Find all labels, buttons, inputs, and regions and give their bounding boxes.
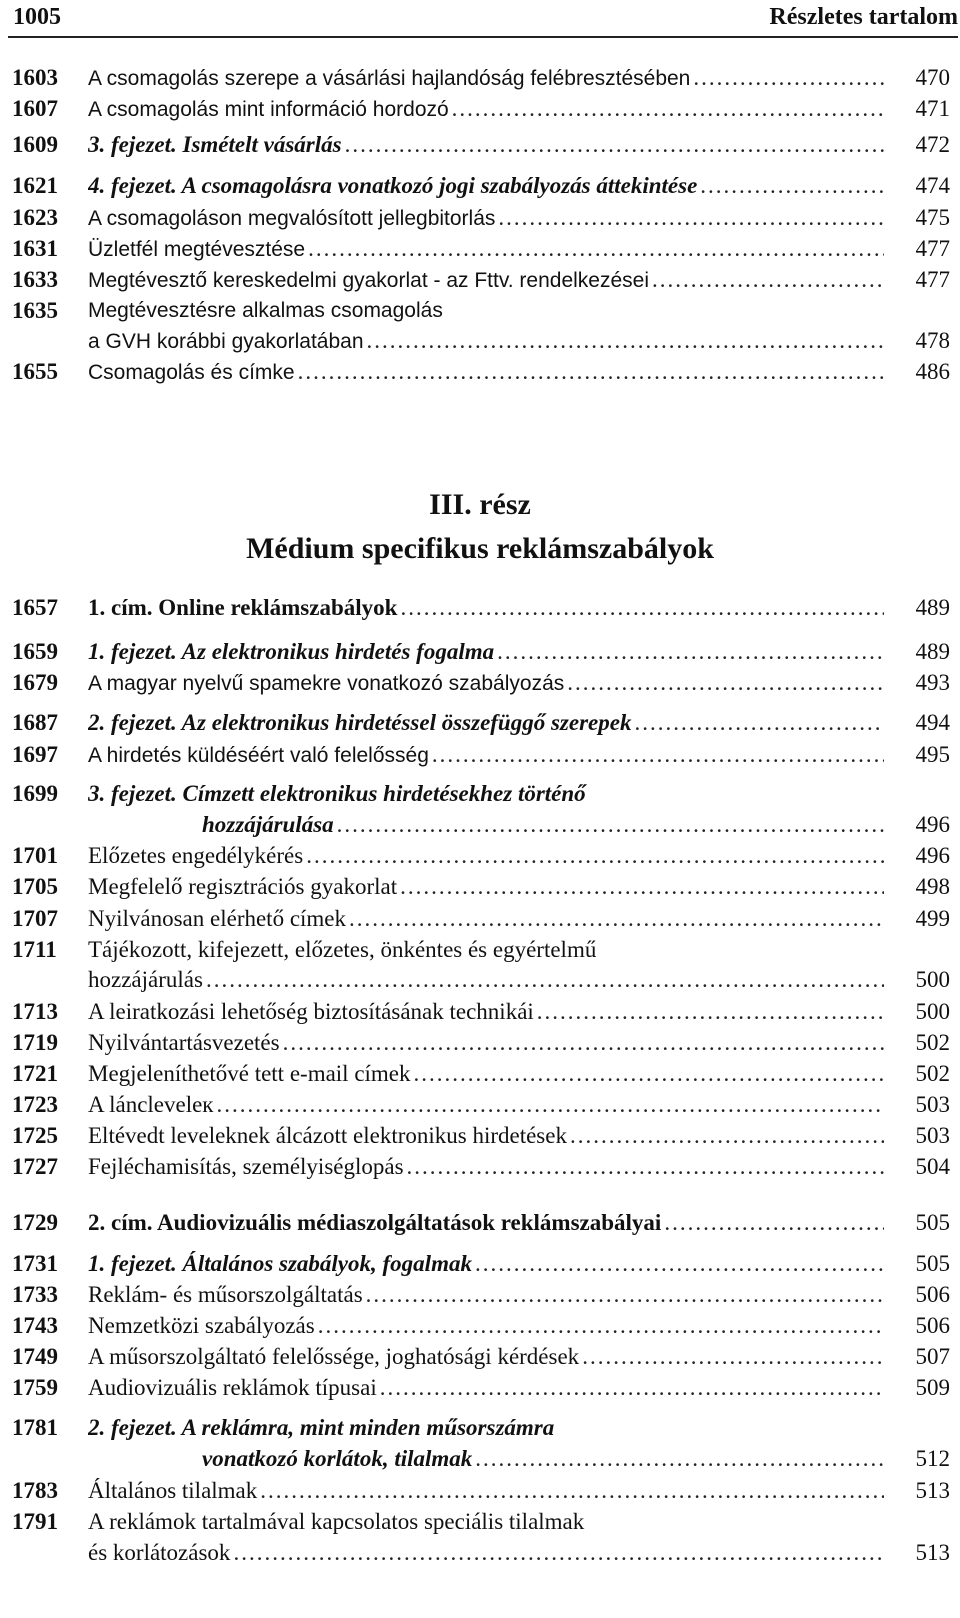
entry-title: A hirdetés küldéséért való felelősség — [88, 744, 429, 767]
page-reference: 503 — [915, 1092, 950, 1117]
entry-title-line — [88, 1208, 884, 1238]
dot-leader — [345, 130, 884, 160]
page-reference: 478 — [915, 328, 950, 353]
page-reference: 496 — [915, 812, 950, 837]
toc-entry — [0, 326, 960, 356]
margin-number: 1699 — [12, 781, 58, 806]
page-reference: 489 — [915, 639, 950, 664]
toc-entry — [0, 708, 960, 738]
page-reference: 493 — [915, 670, 950, 695]
dot-leader — [652, 265, 884, 295]
page-reference: 475 — [915, 205, 950, 230]
page-reference: 512 — [915, 1446, 950, 1471]
entry-title: Előzetes engedélykérés — [88, 843, 304, 868]
dot-leader — [497, 637, 884, 667]
entry-title: A csomagoláson megvalósított jellegbitorlás — [88, 207, 496, 230]
toc-entry — [0, 357, 960, 387]
entry-title-line — [88, 171, 884, 201]
entry-title: Megtévesztésre alkalmas csomagolás — [88, 299, 443, 322]
margin-number: 1791 — [12, 1509, 58, 1534]
dot-leader — [318, 1311, 884, 1341]
dot-leader — [582, 1342, 884, 1372]
page-reference: 471 — [915, 96, 950, 121]
entry-title: A csomagolás szerepe a vásárlási hajlandóság felébresztésében — [88, 67, 691, 90]
toc-entry — [0, 234, 960, 264]
dot-leader — [306, 841, 884, 871]
entry-title: 1. fejezet. Általános szabályok, fogalmak — [88, 1251, 472, 1276]
entry-title: A magyar nyelvű spamekre vonatkozó szabályozás — [88, 672, 565, 695]
entry-title-line — [88, 1090, 884, 1120]
page-reference: 504 — [915, 1154, 950, 1179]
entry-title-line — [88, 94, 884, 125]
dot-leader — [206, 965, 884, 995]
entry-title: A műsorszolgáltató felelőssége, joghatósági kérdések — [88, 1344, 580, 1369]
dot-leader — [233, 1538, 884, 1568]
entry-title: Megfelelő regisztrációs gyakorlat — [88, 874, 398, 899]
dot-leader — [570, 1121, 884, 1151]
section-title: Részletes tartalom — [769, 3, 958, 30]
entry-title-line — [88, 935, 884, 965]
entry-title-line — [88, 130, 884, 160]
margin-number: 1697 — [12, 742, 58, 767]
toc-entry — [0, 171, 960, 201]
toc-entry — [0, 1444, 960, 1474]
toc-entry — [0, 1121, 960, 1151]
toc-entry — [0, 1373, 960, 1403]
entry-title: Reklám- és műsorszolgáltatás — [88, 1282, 363, 1307]
dot-leader — [380, 1373, 884, 1403]
toc-entry — [0, 593, 960, 623]
margin-number: 1679 — [12, 670, 58, 695]
entry-title-line — [88, 1476, 884, 1506]
toc-entry — [0, 1059, 960, 1089]
margin-number: 1631 — [12, 236, 58, 261]
margin-number: 1749 — [12, 1344, 58, 1369]
toc-entry — [0, 1280, 960, 1310]
entry-title: 4. fejezet. A csomagolásra vonatkozó jogi szabályozás áttekintése — [88, 173, 698, 198]
entry-title-line — [88, 668, 884, 699]
dot-leader — [664, 1208, 884, 1238]
entry-title-line — [88, 1121, 884, 1151]
margin-number: 1733 — [12, 1282, 58, 1307]
dot-leader — [700, 171, 884, 201]
toc-entry — [0, 997, 960, 1027]
dot-leader — [308, 234, 884, 264]
margin-number: 1705 — [12, 874, 58, 899]
margin-number: 1711 — [12, 937, 57, 962]
entry-title-line — [88, 234, 884, 265]
entry-title-line — [88, 63, 884, 94]
entry-title: 2. fejezet. Az elektronikus hirdetéssel összefüggő szerepek — [88, 710, 632, 735]
margin-number: 1701 — [12, 843, 58, 868]
dot-leader — [498, 203, 884, 233]
margin-number: 1729 — [12, 1210, 58, 1235]
margin-number: 1609 — [12, 132, 58, 157]
entry-title: Nemzetközi szabályozás — [88, 1313, 315, 1338]
entry-title-line — [88, 1373, 884, 1403]
entry-title-line — [88, 1311, 884, 1341]
entry-title: Általános tilalmak — [88, 1478, 258, 1503]
entry-title: Fejléchamisítás, személyiséglopás — [88, 1154, 404, 1179]
margin-number: 1603 — [12, 65, 58, 90]
entry-title: 1. cím. Online reklámszabályok — [88, 595, 398, 620]
entry-title-line — [88, 637, 884, 667]
toc-entry — [0, 203, 960, 233]
dot-leader — [432, 740, 884, 770]
entry-title-line — [88, 1444, 884, 1474]
dot-leader — [452, 94, 884, 124]
entry-title: Megjeleníthetővé tett e-mail címek — [88, 1061, 411, 1086]
entry-title: hozzájárulása — [202, 812, 334, 837]
entry-title-line — [88, 1507, 884, 1537]
page-reference: 503 — [915, 1123, 950, 1148]
page-reference: 502 — [915, 1061, 950, 1086]
toc-entry — [0, 965, 960, 995]
entry-title-line — [88, 296, 884, 326]
entry-title-line — [88, 1413, 884, 1443]
margin-number: 1713 — [12, 999, 58, 1024]
toc-entry — [0, 1028, 960, 1058]
entry-title: Üzletfél megtévesztése — [88, 238, 306, 261]
page-reference: 513 — [915, 1540, 950, 1565]
dot-leader — [298, 357, 884, 387]
entry-title: Eltévedt leveleknek álcázott elektronikus hirdetések — [88, 1123, 567, 1148]
dot-leader — [634, 708, 884, 738]
entry-title-line — [88, 872, 884, 902]
margin-number: 1743 — [12, 1313, 58, 1338]
entry-title-line — [88, 965, 884, 995]
page-number: 1005 — [13, 3, 61, 30]
entry-title-line — [88, 841, 884, 871]
dot-leader — [337, 810, 884, 840]
page-reference: 506 — [915, 1313, 950, 1338]
toc-entry — [0, 1538, 960, 1568]
toc-entry — [0, 1152, 960, 1182]
margin-number: 1719 — [12, 1030, 58, 1055]
entry-title-line — [88, 904, 884, 934]
page-reference: 509 — [915, 1375, 950, 1400]
dot-leader — [283, 1028, 884, 1058]
page-reference: 474 — [915, 173, 950, 198]
margin-number: 1721 — [12, 1061, 58, 1086]
dot-leader — [367, 326, 885, 356]
page-reference: 506 — [915, 1282, 950, 1307]
entry-title-line — [88, 1059, 884, 1089]
entry-title: A láncleveleк — [88, 1092, 214, 1117]
toc-entry — [0, 94, 960, 124]
entry-title-line — [88, 357, 884, 388]
dot-leader — [693, 63, 884, 93]
entry-title-line — [88, 708, 884, 738]
margin-number: 1731 — [12, 1251, 58, 1276]
page-reference: 470 — [915, 65, 950, 90]
entry-title-line — [88, 203, 884, 234]
entry-title: Megtévesztő kereskedelmi gyakorlat - az Fttv. rendelkezései — [88, 269, 650, 292]
dot-leader — [537, 997, 884, 1027]
page-reference: 489 — [915, 595, 950, 620]
entry-title: 2. cím. Audiovizuális médiaszolgáltatások reklámszabályai — [88, 1210, 662, 1235]
entry-title-line — [88, 740, 884, 771]
margin-number: 1725 — [12, 1123, 58, 1148]
toc-entry — [0, 1208, 960, 1238]
toc-entry — [0, 1507, 960, 1537]
toc-entry — [0, 1090, 960, 1120]
toc-entry — [0, 1311, 960, 1341]
dot-leader — [366, 1280, 884, 1310]
entry-title: és korlátozások — [88, 1540, 231, 1565]
dot-leader — [414, 1059, 884, 1089]
toc-entry — [0, 637, 960, 667]
dot-leader — [400, 593, 884, 623]
entry-title: Nyilvántartásvezetés — [88, 1030, 280, 1055]
page-reference: 486 — [915, 359, 950, 384]
toc-entry — [0, 810, 960, 840]
entry-title: vonatkozó korlátok, tilalmak — [202, 1446, 473, 1471]
page-reference: 507 — [915, 1344, 950, 1369]
entry-title: Tájékozott, kifejezett, előzetes, önkéntes és egyértelmű — [88, 937, 597, 962]
entry-title: 3. fejezet. Címzett elektronikus hirdetésekhez történő — [88, 781, 586, 806]
margin-number: 1727 — [12, 1154, 58, 1179]
dot-leader — [260, 1476, 884, 1506]
entry-title-line — [88, 593, 884, 623]
entry-title-line — [88, 810, 884, 840]
margin-number: 1623 — [12, 205, 58, 230]
entry-title-line — [88, 779, 884, 809]
page-reference: 495 — [915, 742, 950, 767]
entry-title-line — [88, 1342, 884, 1372]
margin-number: 1759 — [12, 1375, 58, 1400]
running-head — [13, 0, 958, 34]
margin-number: 1783 — [12, 1478, 58, 1503]
entry-title-line — [88, 1280, 884, 1310]
entry-title: 3. fejezet. Ismételt vásárlás — [88, 132, 342, 157]
dot-leader — [475, 1444, 884, 1474]
toc-entry — [0, 1413, 960, 1443]
header-rule — [8, 36, 958, 38]
toc-entry — [0, 1342, 960, 1372]
toc-entry — [0, 130, 960, 160]
toc-entry — [0, 668, 960, 698]
toc-entry — [0, 935, 960, 965]
entry-title: 1. fejezet. Az elektronikus hirdetés fogalma — [88, 639, 495, 664]
margin-number: 1657 — [12, 595, 58, 620]
margin-number: 1655 — [12, 359, 58, 384]
page-reference: 502 — [915, 1030, 950, 1055]
dot-leader — [407, 1152, 884, 1182]
page-reference: 505 — [915, 1210, 950, 1235]
entry-title: a GVH korábbi gyakorlatában — [88, 330, 364, 353]
toc-entry — [0, 63, 960, 93]
page-reference: 477 — [915, 236, 950, 261]
margin-number: 1635 — [12, 298, 58, 323]
margin-number: 1723 — [12, 1092, 58, 1117]
margin-number: 1687 — [12, 710, 58, 735]
dot-leader — [400, 872, 884, 902]
entry-title: Csomagolás és címke — [88, 361, 295, 384]
margin-number: 1607 — [12, 96, 58, 121]
toc-entry — [0, 1476, 960, 1506]
entry-title-line — [88, 1028, 884, 1058]
toc-entry — [0, 265, 960, 295]
entry-title-line — [88, 997, 884, 1027]
part-number-heading: III. rész — [429, 488, 531, 521]
entry-title-line — [88, 1538, 884, 1568]
page-reference: 505 — [915, 1251, 950, 1276]
page-reference: 477 — [915, 267, 950, 292]
margin-number: 1621 — [12, 173, 58, 198]
page-reference: 494 — [915, 710, 950, 735]
page-reference: 500 — [915, 967, 950, 992]
toc-entry — [0, 779, 960, 809]
toc-entry — [0, 1249, 960, 1279]
margin-number: 1633 — [12, 267, 58, 292]
page-reference: 499 — [915, 906, 950, 931]
entry-title: 2. fejezet. A reklámra, mint minden műsorszámra — [88, 1415, 555, 1440]
margin-number: 1659 — [12, 639, 58, 664]
dot-leader — [567, 668, 884, 698]
toc-entry — [0, 841, 960, 871]
page-reference: 496 — [915, 843, 950, 868]
toc-entry — [0, 872, 960, 902]
entry-title-line — [88, 265, 884, 296]
entry-title: A csomagolás mint információ hordozó — [88, 98, 449, 121]
toc-entry — [0, 296, 960, 326]
entry-title-line — [88, 1249, 884, 1279]
margin-number: 1707 — [12, 906, 58, 931]
page-reference: 513 — [915, 1478, 950, 1503]
entry-title: A leiratkozási lehetőség biztosításának technikái — [88, 999, 534, 1024]
entry-title: A reklámok tartalmával kapcsolatos speciális tilalmak — [88, 1509, 585, 1534]
entry-title: Nyilvánosan elérhető címek — [88, 906, 347, 931]
toc-entry — [0, 904, 960, 934]
entry-title-line — [88, 1152, 884, 1182]
entry-title-line — [88, 326, 884, 357]
dot-leader — [216, 1090, 884, 1120]
entry-title: hozzájárulás — [88, 967, 203, 992]
entry-title: Audiovizuális reklámok típusai — [88, 1375, 377, 1400]
margin-number: 1781 — [12, 1415, 58, 1440]
part-title-heading: Médium specifikus reklámszabályok — [246, 532, 714, 565]
page-reference: 472 — [915, 132, 950, 157]
toc-entry — [0, 740, 960, 770]
page-reference: 498 — [915, 874, 950, 899]
dot-leader — [475, 1249, 884, 1279]
page-reference: 500 — [915, 999, 950, 1024]
dot-leader — [349, 904, 884, 934]
